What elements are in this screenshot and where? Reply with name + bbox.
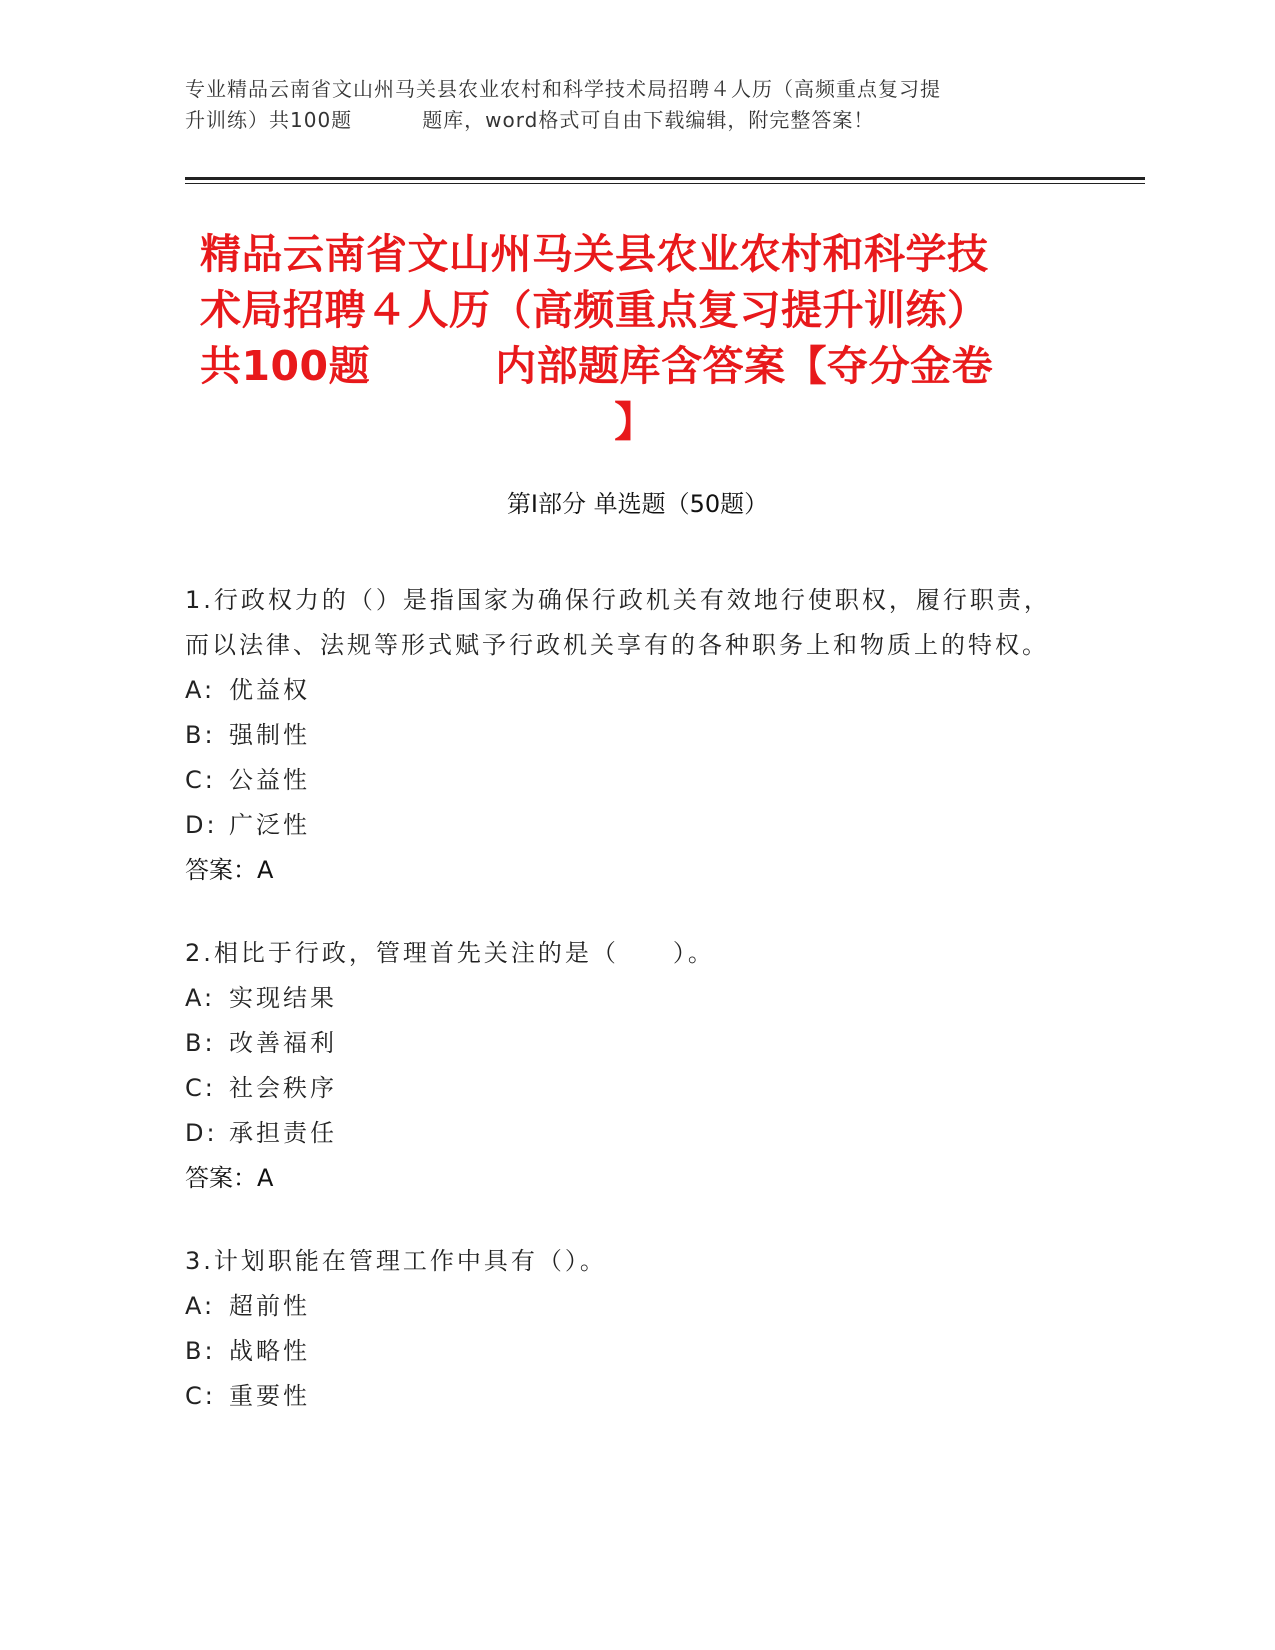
option-text: 超前性	[229, 1292, 310, 1320]
document-title-line-3-start: 共100题	[200, 342, 371, 390]
question-stem: 1.行政权力的（）是指国家为确保行政机关有效地行使职权，履行职责，而以法律、法规等形式赋予行政机关享有的各种职务上和物质上的特权。	[185, 586, 1051, 659]
document-title-line-3	[200, 338, 1070, 394]
option-key: C:	[185, 766, 216, 794]
option-a	[185, 976, 1065, 1021]
option-text: 强制性	[229, 721, 310, 749]
header-rule-thin	[185, 183, 1145, 184]
option-b	[185, 1021, 1065, 1066]
option-c	[185, 1374, 1065, 1419]
question-1	[185, 578, 1065, 893]
answer: 答案：A	[185, 856, 274, 884]
option-a	[185, 1284, 1065, 1329]
document-title-line-2: 术局招聘４人历（高频重点复习提升训练）	[200, 286, 989, 334]
option-key: D:	[185, 811, 218, 839]
document-title	[200, 226, 1070, 450]
option-key: D:	[185, 1119, 218, 1147]
header-note-line-2	[185, 105, 1085, 136]
question-2	[185, 931, 1065, 1201]
question-stem: 2.相比于行政，管理首先关注的是（ ）。	[185, 939, 715, 967]
header-note	[185, 74, 1085, 136]
option-key: A:	[185, 676, 216, 704]
option-text: 实现结果	[229, 984, 337, 1012]
option-text: 重要性	[229, 1382, 310, 1410]
answer: 答案：A	[185, 1164, 274, 1192]
option-a	[185, 668, 1065, 713]
header-note-line-2-end: 题库，word格式可自由下载编辑，附完整答案！	[422, 108, 875, 132]
option-key: A:	[185, 984, 216, 1012]
question-3	[185, 1239, 1065, 1419]
document-title-line-1: 精品云南省文山州马关县农业农村和科学技	[200, 230, 989, 278]
option-text: 改善福利	[229, 1029, 337, 1057]
option-key: A:	[185, 1292, 216, 1320]
document-title-line-3-end: 内部题库含答案【夺分金卷	[495, 342, 994, 390]
option-text: 社会秩序	[229, 1074, 337, 1102]
option-key: B:	[185, 1337, 216, 1365]
option-key: C:	[185, 1074, 216, 1102]
option-d	[185, 803, 1065, 848]
option-key: B:	[185, 1029, 216, 1057]
option-text: 优益权	[229, 676, 310, 704]
header-rule-thick	[185, 177, 1145, 180]
question-list	[185, 578, 1065, 1457]
document-title-line-4: 】	[614, 398, 656, 446]
option-text: 战略性	[229, 1337, 310, 1365]
section-heading: 第Ⅰ部分 单选题（50题）	[506, 490, 769, 518]
header-note-line-1: 专业精品云南省文山州马关县农业农村和科学技术局招聘４人历（高频重点复习提	[185, 77, 941, 101]
option-text: 公益性	[229, 766, 310, 794]
option-b	[185, 713, 1065, 758]
option-key: C:	[185, 1382, 216, 1410]
option-text: 广泛性	[229, 811, 310, 839]
option-b	[185, 1329, 1065, 1374]
option-c	[185, 1066, 1065, 1111]
question-stem: 3.计划职能在管理工作中具有（）。	[185, 1247, 607, 1275]
option-d	[185, 1111, 1065, 1156]
header-note-line-2-start: 升训练）共100题	[185, 108, 353, 132]
option-text: 承担责任	[229, 1119, 337, 1147]
option-key: B:	[185, 721, 216, 749]
option-c	[185, 758, 1065, 803]
